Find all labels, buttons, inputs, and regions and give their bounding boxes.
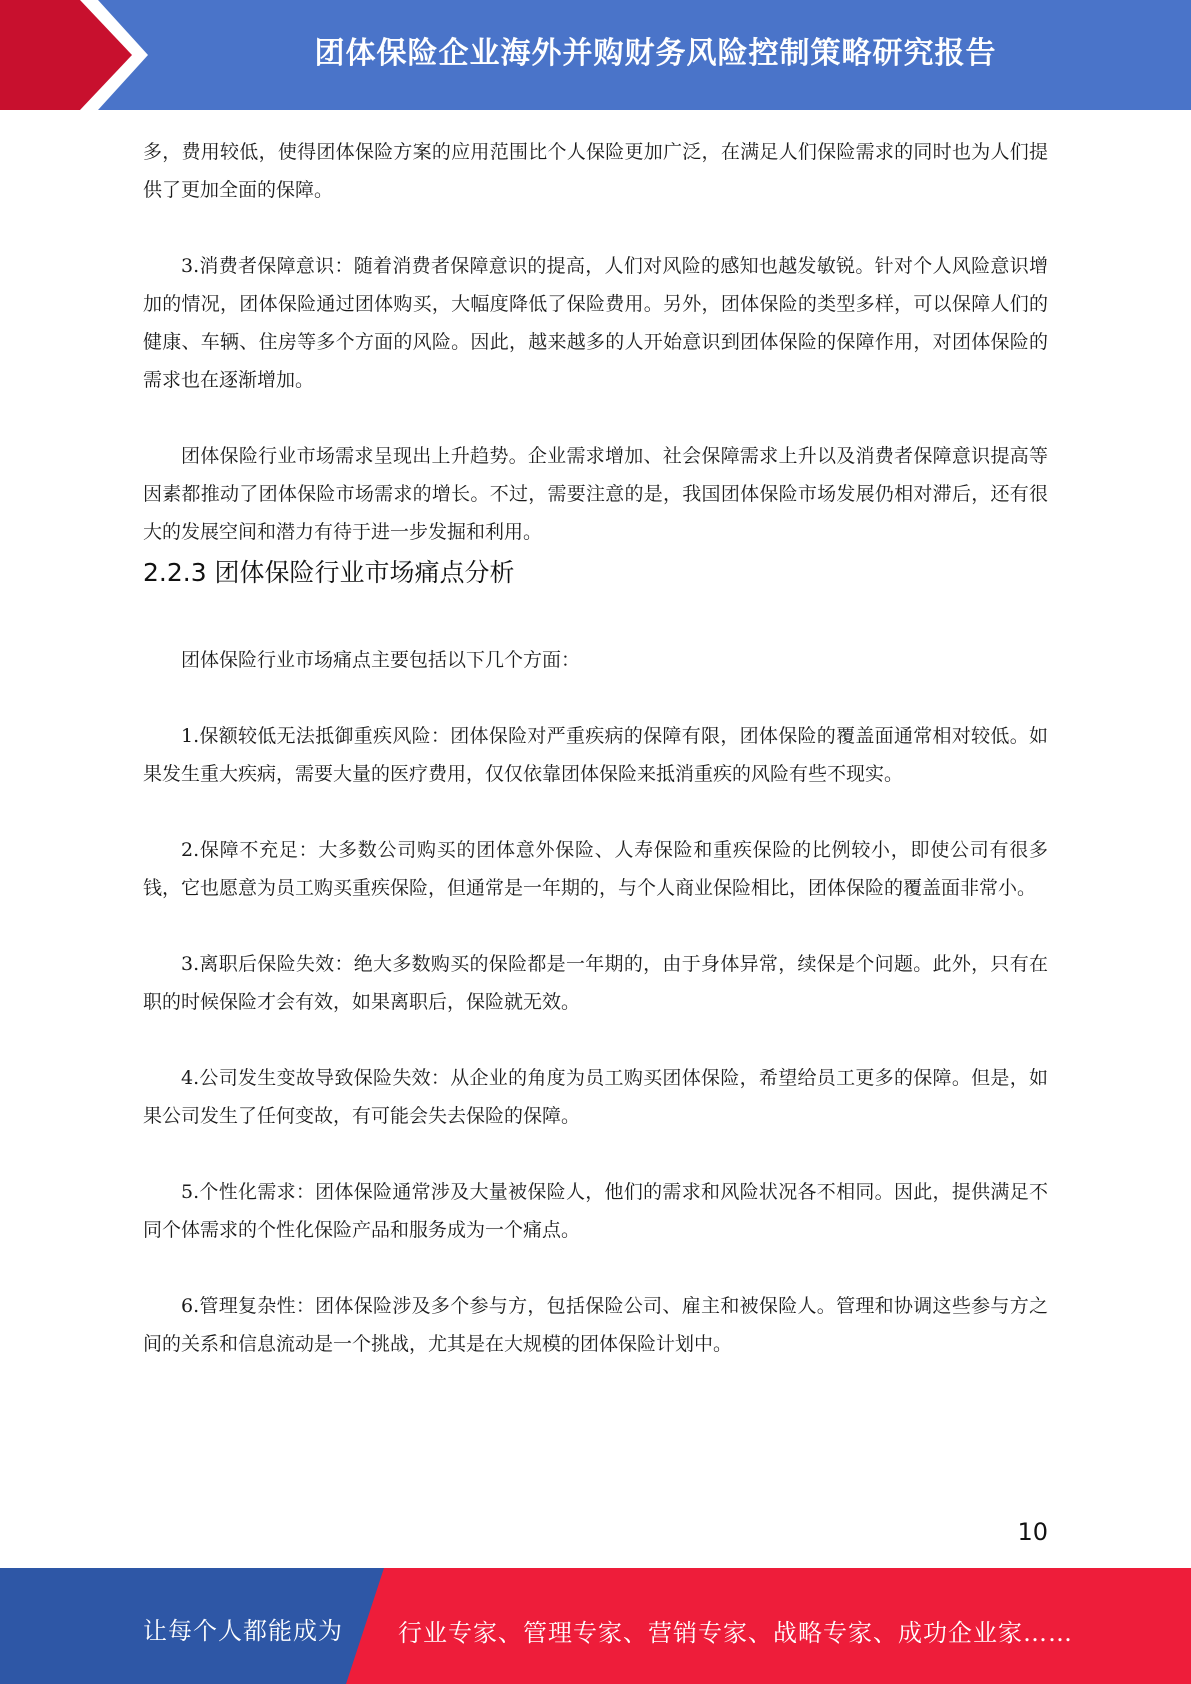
- footer-slogan-right: 行业专家、管理专家、营销专家、战略专家、成功企业家……: [398, 1619, 1073, 1647]
- page-footer: [0, 1568, 1191, 1684]
- section-heading: 2.2.3 团体保险行业市场痛点分析: [143, 558, 515, 587]
- paragraph-consumer-awareness: 3.消费者保障意识：随着消费者保障意识的提高，人们对风险的感知也越发敏锐。针对个人风险意识增加的情况，团体保险通过团体购买，大幅度降低了保险费用。另外，团体保险的类型多样，可以保障人们的健康、车辆、住房等多个方面的风险。因此，越来越多的人开始意识到团体保险的保障作用，对团体保险的需求也在逐渐增加。: [143, 255, 1048, 391]
- pain-point-item-1: 1.保额较低无法抵御重疾风险：团体保险对严重疾病的保障有限，团体保险的覆盖面通常相对较低。如果发生重大疾病，需要大量的医疗费用，仅仅依靠团体保险来抵消重疾的风险有些不现实。: [143, 725, 1048, 785]
- paragraph-continued: 多，费用较低，使得团体保险方案的应用范围比个人保险更加广泛，在满足人们保险需求的同时也为人们提供了更加全面的保障。: [143, 141, 1048, 201]
- page-content: [143, 133, 1048, 1363]
- pain-point-item-2: 2.保障不充足：大多数公司购买的团体意外保险、人寿保险和重疾保险的比例较小，即使公司有很多钱，它也愿意为员工购买重疾保险，但通常是一年期的，与个人商业保险相比，团体保险的覆盖面非常小。: [143, 839, 1048, 899]
- paragraph-pain-points-intro: 团体保险行业市场痛点主要包括以下几个方面：: [181, 649, 581, 671]
- page-number: 10: [1017, 1518, 1048, 1546]
- page-header: [0, 0, 1191, 110]
- pain-point-item-5: 5.个性化需求：团体保险通常涉及大量被保险人，他们的需求和风险状况各不相同。因此，提供满足不同个体需求的个性化保险产品和服务成为一个痛点。: [143, 1181, 1048, 1241]
- paragraph-market-demand-summary: 团体保险行业市场需求呈现出上升趋势。企业需求增加、社会保障需求上升以及消费者保障意识提高等因素都推动了团体保险市场需求的增长。不过，需要注意的是，我国团体保险市场发展仍相对滞后，还有很大的发展空间和潜力有待于进一步发掘和利用。: [143, 445, 1048, 543]
- pain-point-item-6: 6.管理复杂性：团体保险涉及多个参与方，包括保险公司、雇主和被保险人。管理和协调这些参与方之间的关系和信息流动是一个挑战，尤其是在大规模的团体保险计划中。: [143, 1295, 1048, 1355]
- report-title: 团体保险企业海外并购财务风险控制策略研究报告: [314, 36, 997, 71]
- footer-slogan-left: 让每个人都能成为: [143, 1617, 343, 1645]
- pain-point-item-4: 4.公司发生变故导致保险失效：从企业的角度为员工购买团体保险，希望给员工更多的保障。但是，如果公司发生了任何变故，有可能会失去保险的保障。: [143, 1067, 1048, 1127]
- header-chevron-decoration: [0, 0, 160, 110]
- pain-point-item-3: 3.离职后保险失效：绝大多数购买的保险都是一年期的，由于身体异常，续保是个问题。此外，只有在职的时候保险才会有效，如果离职后，保险就无效。: [143, 953, 1048, 1013]
